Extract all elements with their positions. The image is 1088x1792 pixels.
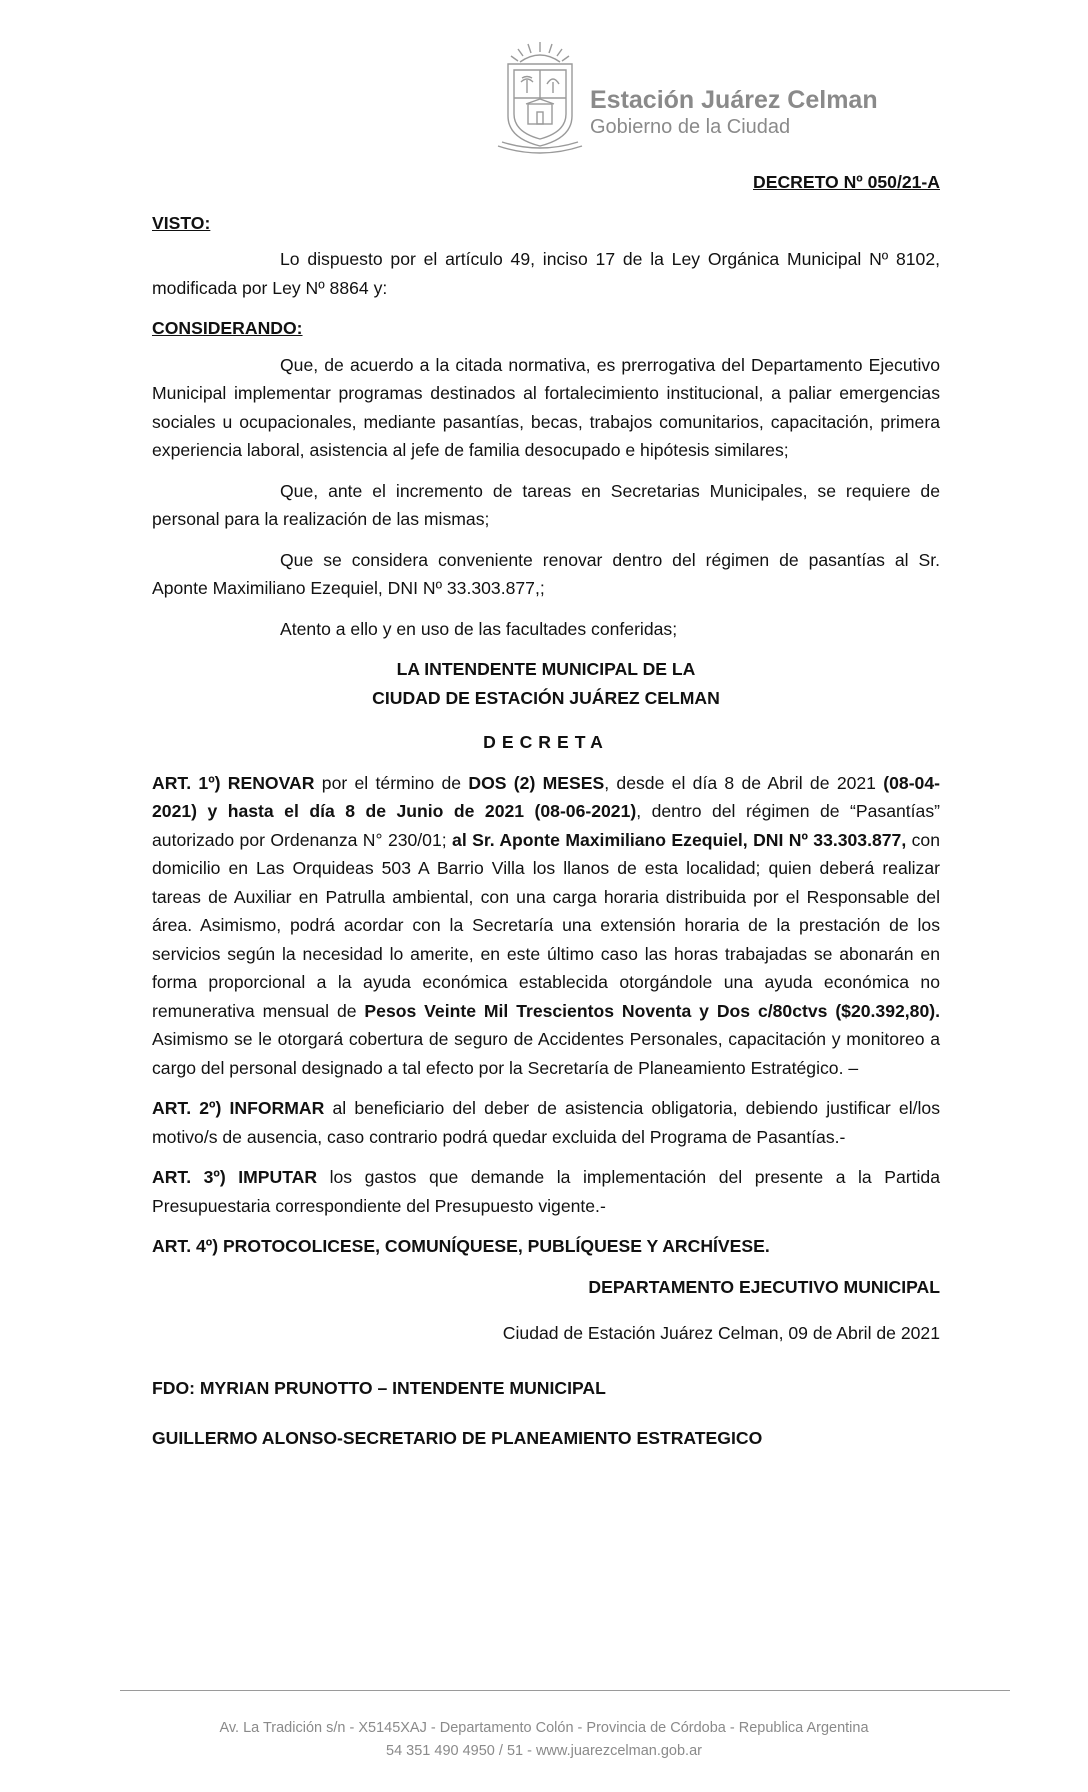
letterhead <box>490 38 910 158</box>
article-label: ART. 2º) INFORMAR <box>152 1098 325 1118</box>
article-text: , desde el día 8 de Abril de 2021 <box>604 772 884 793</box>
signature-secretario: GUILLERMO ALONSO-SECRETARIO DE PLANEAMIENTO ESTRATEGICO <box>152 1428 763 1448</box>
visto-text: Lo dispuesto por el artículo 49, inciso 17 de la Ley Orgánica Municipal Nº 8102, modificada por Ley Nº 8864 y: <box>152 249 940 298</box>
footer-contact: 54 351 490 4950 / 51 - www.juarezcelman.gob.ar <box>386 1743 702 1759</box>
place-date: Ciudad de Estación Juárez Celman, 09 de Abril de 2021 <box>502 1323 940 1343</box>
article-text: , dentro del régimen de “Pasantías” autorizado por Ordenanza N° 230/01; <box>152 801 940 850</box>
article-bold-text: DOS (2) MESES <box>468 772 605 793</box>
footer-address: Av. La Tradición s/n - X5145XAJ - Departamento Colón - Provincia de Córdoba - Republica Argentina <box>219 1720 869 1736</box>
article-label: ART. 1º) RENOVAR <box>152 772 315 793</box>
article-text: por el término de <box>314 772 469 793</box>
department-name: DEPARTAMENTO EJECUTIVO MUNICIPAL <box>588 1276 940 1297</box>
article-bold-text: (08-04-2021) y hasta el día 8 de Junio de 2021 (08-06-2021) <box>152 772 940 821</box>
article-3 <box>152 1163 940 1220</box>
article-label: ART. 3º) IMPUTAR <box>152 1167 318 1187</box>
article-text: al beneficiario del deber de asistencia obligatoria, debiendo justificar el/los motivo/s de ausencia, caso contrario podrá quedar excluida del Programa de Pasantías.- <box>152 1098 941 1147</box>
visto-heading: VISTO: <box>152 212 211 233</box>
authority-line: LA INTENDENTE MUNICIPAL DE LA <box>396 659 696 679</box>
considerando-paragraph: Atento a ello y en uso de las facultades conferidas; <box>280 618 678 639</box>
considerando-paragraph: Que, ante el incremento de tareas en Secretarias Municipales, se requiere de personal para la realización de las mismas; <box>152 480 940 529</box>
article-text: los gastos que demande la implementación del presente a la Partida Presupuestaria correspondiente del Presupuesto vigente.- <box>152 1167 940 1216</box>
article-bold-text: Pesos Veinte Mil Trescientos Noventa y Dos c/80ctvs ($20.392,80). <box>364 1000 940 1021</box>
signature-intendente: FDO: MYRIAN PRUNOTTO – INTENDENTE MUNICIPAL <box>152 1377 606 1398</box>
footer-divider <box>120 1690 1010 1691</box>
considerando-heading: CONSIDERANDO: <box>152 318 303 338</box>
article-text: Asimismo se le otorgará cobertura de seguro de Accidentes Personales, capacitación y monitoreo a cargo del personal designado a tal efecto por la Secretaría de Planeamiento Estratégico. – <box>152 1029 940 1078</box>
decreta-heading: DECRETA <box>483 732 609 752</box>
considerando-paragraph: Que se considera conveniente renovar dentro del régimen de pasantías al Sr. Aponte Maximiliano Ezequiel, DNI Nº 33.303.877,; <box>152 549 940 598</box>
city-crest-logo <box>490 38 590 156</box>
decree-number: DECRETO Nº 050/21-A <box>753 172 940 192</box>
org-name: Estación Juárez Celman <box>590 86 878 114</box>
org-subtitle: Gobierno de la Ciudad <box>590 116 791 138</box>
article-text: con domicilio en Las Orquideas 503 A Barrio Villa los llanos de esta localidad; quien deberá realizar tareas de Auxiliar en Patrulla ambiental, con una carga horaria distribuida por el Responsable del área. Asimismo, podrá acordar con la Secretaría una extensión horaria de la prestación de los servicios según la necesidad lo amerite, en este último caso las horas trabajadas se abonarán en forma proporcional a la ayuda económica establecida otorgándole una ayuda económica no remunerativa mensual de <box>152 829 940 1021</box>
considerando-paragraph: Que, de acuerdo a la citada normativa, es prerrogativa del Departamento Ejecutivo Municipal implementar programas destinados al fortalecimiento institucional, a paliar emergencias sociales u ocupacionales, mediante pasantías, becas, trabajos comunitarios, capacitación, primera experiencia laboral, asistencia al jefe de familia desocupado e hipótesis similares; <box>152 354 940 460</box>
article-4: ART. 4º) PROTOCOLICESE, COMUNÍQUESE, PUBLÍQUESE Y ARCHÍVESE. <box>152 1236 770 1256</box>
article-bold-text: al Sr. Aponte Maximiliano Ezequiel, DNI Nº 33.303.877, <box>452 829 907 850</box>
authority-line: CIUDAD DE ESTACIÓN JUÁREZ CELMAN <box>372 687 720 708</box>
article-1 <box>152 769 940 1083</box>
decree-body <box>152 168 940 1475</box>
article-2 <box>152 1094 940 1151</box>
